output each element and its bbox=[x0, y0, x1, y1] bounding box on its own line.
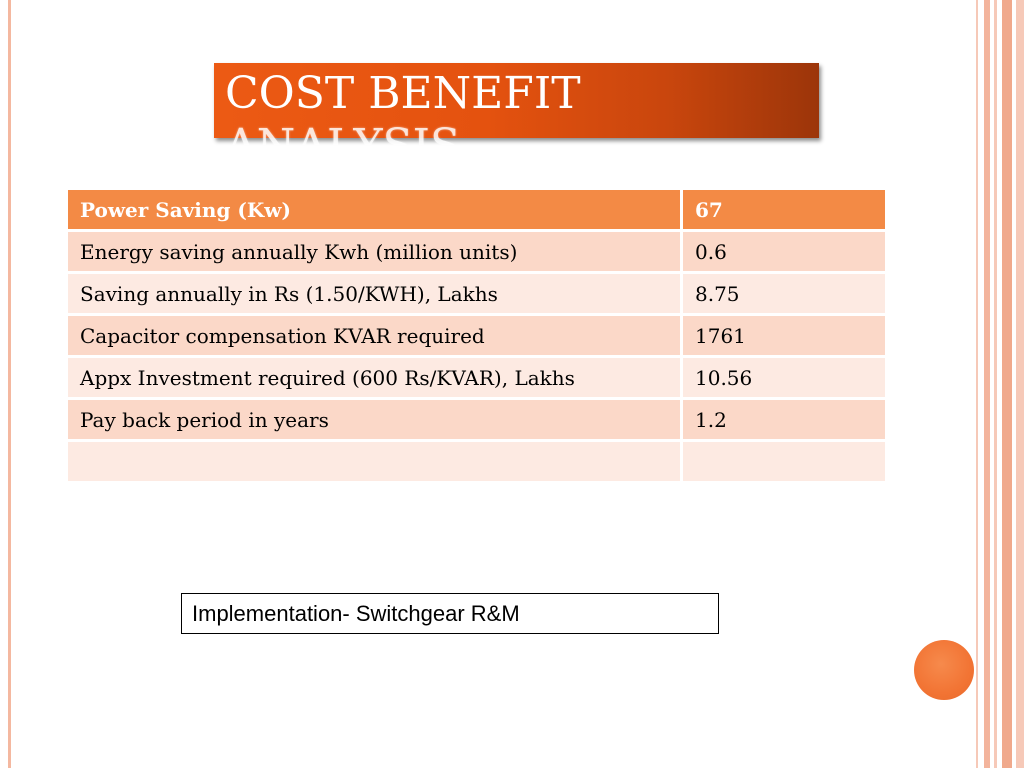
table-cell-value: 67 bbox=[682, 190, 887, 231]
implementation-note: Implementation- Switchgear R&M bbox=[181, 593, 719, 634]
table-row bbox=[68, 441, 887, 483]
slide-title bbox=[225, 68, 581, 172]
table-cell-value bbox=[682, 441, 887, 483]
table-row bbox=[68, 273, 887, 315]
cost-benefit-table bbox=[68, 190, 888, 484]
table-cell-label: Capacitor compensation KVAR required bbox=[68, 315, 682, 357]
right-stripes-decoration bbox=[976, 0, 1024, 768]
table-cell-value: 10.56 bbox=[682, 357, 887, 399]
table-cell-value: 1.2 bbox=[682, 399, 887, 441]
left-border-decoration bbox=[8, 0, 11, 768]
table-cell-label: Appx Investment required (600 Rs/KVAR), Lakhs bbox=[68, 357, 682, 399]
table-cell-label: Pay back period in years bbox=[68, 399, 682, 441]
table-row bbox=[68, 357, 887, 399]
title-line-2: ANALYSIS bbox=[225, 120, 461, 171]
orange-circle-decoration bbox=[914, 640, 974, 700]
title-line-1: COST BENEFIT bbox=[225, 68, 581, 119]
table-row bbox=[68, 190, 887, 231]
table-cell-label bbox=[68, 441, 682, 483]
table-cell-label: Power Saving (Kw) bbox=[68, 190, 682, 231]
table-cell-label: Energy saving annually Kwh (million units) bbox=[68, 231, 682, 273]
table-cell-label: Saving annually in Rs (1.50/KWH), Lakhs bbox=[68, 273, 682, 315]
table-cell-value: 1761 bbox=[682, 315, 887, 357]
table-row bbox=[68, 399, 887, 441]
table-row bbox=[68, 315, 887, 357]
table-row bbox=[68, 231, 887, 273]
table-cell-value: 8.75 bbox=[682, 273, 887, 315]
table-cell-value: 0.6 bbox=[682, 231, 887, 273]
